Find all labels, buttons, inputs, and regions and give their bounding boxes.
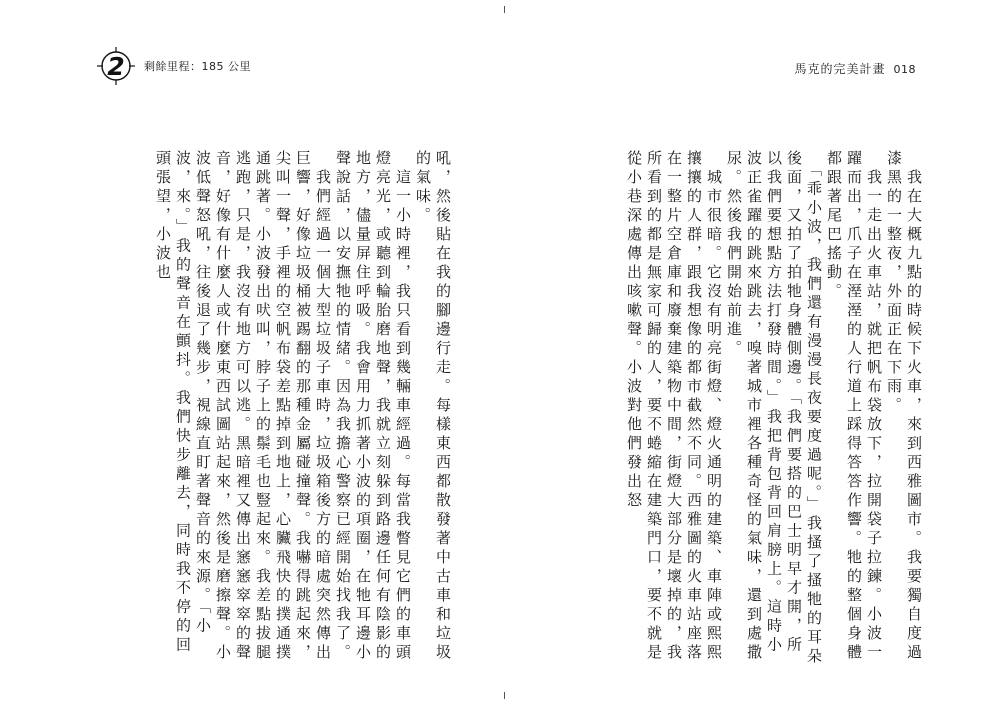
page-number: 018 [893,63,916,76]
left-page-header [96,44,251,88]
paragraph: 我在大概九點的時候下火車，來到西雅圖市。我要獨自度過漆黑的一整夜，外面正在下雨。 [885,150,923,663]
paragraph: 這一小時裡，我只看到幾輛車經過。每當我瞥見它們的車頭燈亮光，或聽到輪胎磨地聲，我就立刻躲到路邊任何有陰影的地方，儘量屏住呼吸。我會用力抓著小波的項圈，在牠耳邊小聲說話，以安撫牠的情緒。因為我擔心警察已經開始找我了。 [334,150,412,663]
paragraph: 吼，然後貼在我的腳邊行走。每樣東西都散發著中古車和垃圾的氣味。 [414,150,452,663]
chapter-number: 2 [107,51,125,81]
paragraph: 「乖小波，我們還有漫漫長夜要度過呢。」我搔了搔牠的耳朵後面，又拍了拍牠身體側邊。「我們要搭的巴士明早才開，所以我們要想點方法打發時間。」我把背包背回肩膀上。這時小波正雀躍的跳來跳去，嗅著城市裡各種奇怪的氣味，還到處撒尿。然後我們開始前進。 [725,150,823,667]
crop-mark-bottom [504,692,505,699]
left-running-head: 剩餘里程：185 公里 [144,60,251,73]
paragraph: 我們經過一個大型垃圾子車時，垃圾箱後方的暗處突然傳出巨響，好像垃圾桶被踢翻的那種金屬碰撞聲。我嚇得跳起來，尖叫一聲，手裡的空帆布袋差點掉到地上，心臟飛快的撲通撲通跳著。小波發出吠叫，脖子上的鬃毛也豎起來。我差點拔腿逃跑，只是，我沒有地方可以逃。黑暗裡又傳出窸窸窣窣的聲音，好像有什麼人或什麼東西試圖站起來，然後是磨擦聲。小波低聲怒吼，往後退了幾步，視線直盯著聲音的來源。「小波，來。」我的聲音在顫抖。我們快步離去，同時我不停的回頭張望，小波也 [154,150,332,663]
crop-mark-top [504,6,505,13]
paragraph: 城市很暗。它沒有明亮街燈、燈火通明的建築、車陣或熙熙攘攘的人群，跟我想像的都市截然不同。西雅圖的火車站座落在一整片空倉庫和廢棄建築物中間，街燈大部分是壞掉的，我所看到的都是無家可歸的人，要不蜷縮在建築門口，要不就是從小巷深處傳出咳嗽聲。小波對他們發出怒 [625,150,723,663]
left-page-body [93,150,453,670]
paragraph: 我一走出火車站，就把帆布袋放下，拉開袋子拉鍊。小波一躍而出，爪子在溼溼的人行道上踩得答答作響。牠的整個身體都跟著尾巴搖動。 [825,150,883,663]
book-title-running-head: 馬克的完美計畫 [794,62,886,76]
right-page-body [568,150,924,670]
right-page-header [794,60,916,77]
chapter-badge [96,46,136,86]
